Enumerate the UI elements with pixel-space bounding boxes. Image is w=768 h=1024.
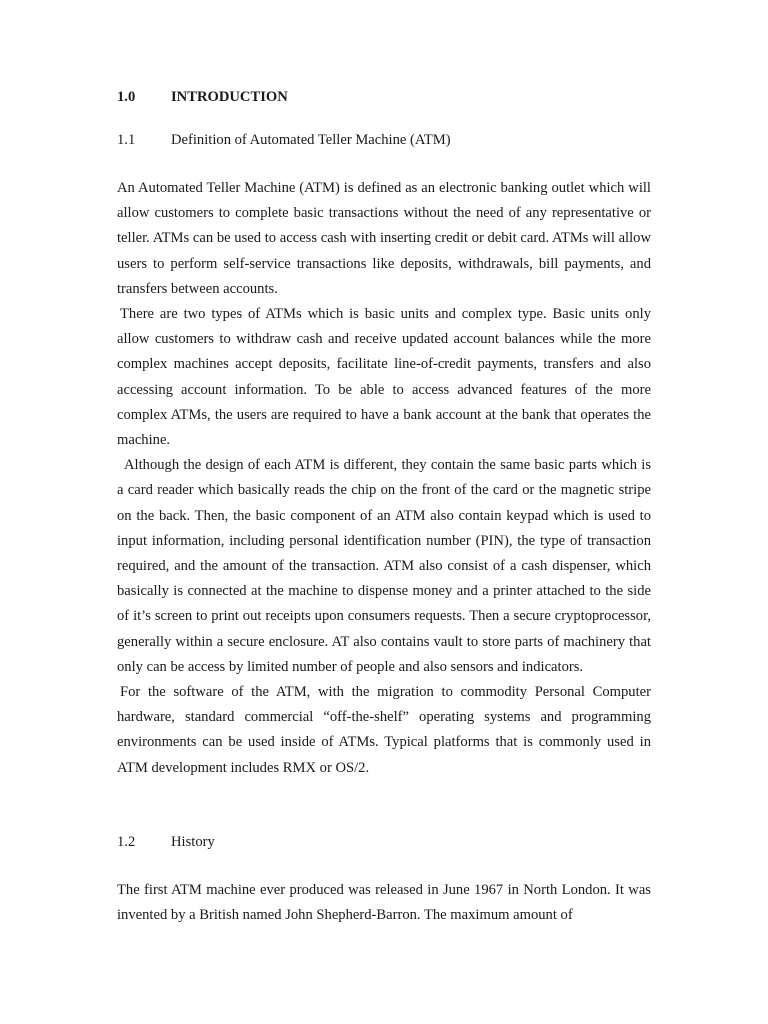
definition-section-body (117, 176, 651, 781)
subsection-title: Definition of Automated Teller Machine (ATM) (171, 132, 451, 148)
paragraph: For the software of the ATM, with the migration to commodity Personal Computer hardware, standard commercial “off-the-shelf” operating systems and programming environments can be used inside of ATMs. Typical platforms that is commonly used in ATM development includes RMX or OS/2. (117, 684, 651, 776)
section-heading-introduction (117, 87, 288, 107)
subsection-number: 1.1 (117, 132, 136, 148)
paragraph: There are two types of ATMs which is basic units and complex type. Basic units only allow customers to withdraw cash and receive updated account balances while the more complex machines accept deposits, facilitate line-of-credit payments, transfers and also accessing account information. To be able to access advanced features of the more complex ATMs, the users are required to have a bank account at the bank that operates the machine. (117, 306, 651, 449)
paragraph: The first ATM machine ever produced was released in June 1967 in North London. It was invented by a British named John Shepherd-Barron. The maximum amount of (117, 882, 651, 924)
subsection-title: History (171, 834, 215, 850)
paragraph: Although the design of each ATM is different, they contain the same basic parts which is a card reader which basically reads the chip on the front of the card or the magnetic stripe on the back. Then, the basic component of an ATM also contain keypad which is used to input information, including personal identification number (PIN), the type of transaction required, and the amount of the transaction. ATM also consist of a cash dispenser, which basically is connected at the machine to dispense money and a printer attached to the side of it’s screen to print out receipts upon consumers requests. Then a secure cryptoprocessor, generally within a secure enclosure. AT also contains vault to store parts of machinery that only can be access by limited number of people and also sensors and indicators. (117, 457, 651, 675)
paragraph: An Automated Teller Machine (ATM) is defined as an electronic banking outlet which will allow customers to complete basic transactions without the need of any representative or teller. ATMs can be used to access cash with inserting credit or debit card. ATMs will allow users to perform self-service transactions like deposits, withdrawals, bill payments, and transfers between accounts. (117, 180, 651, 297)
subsection-heading-definition (117, 130, 451, 150)
subsection-heading-history (117, 832, 215, 852)
section-title: INTRODUCTION (171, 89, 288, 105)
subsection-number: 1.2 (117, 834, 136, 850)
section-number: 1.0 (117, 89, 136, 105)
history-section-body (117, 878, 651, 928)
